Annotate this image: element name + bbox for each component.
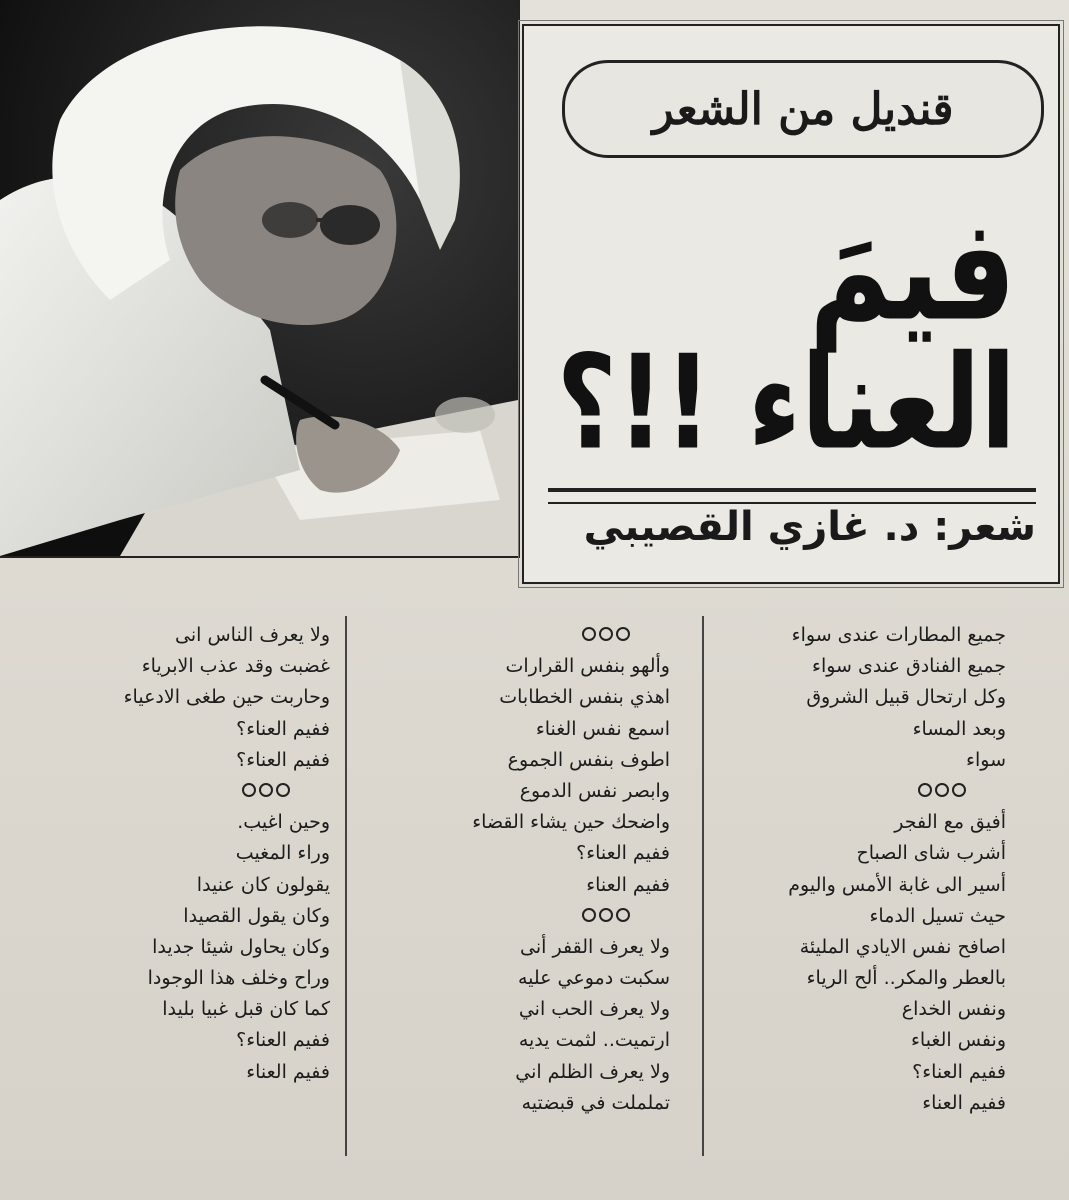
poem-line: ففيم العناء؟ [912,1060,1006,1083]
poem-line: جميع المطارات عندى سواء [791,624,1006,646]
poem-line: وحاربت حين طغى الادعياء [123,686,330,709]
poet-photo-illustration [0,0,518,556]
poem-column-1 [716,620,1006,1119]
poem-line: وألهو بنفس القرارات [505,655,670,678]
column-divider [702,616,704,1156]
stanza-separator [30,776,330,807]
poem-line: اهذي بنفس الخطابات [499,686,670,709]
poem-line: حيث تسيل الدماء [869,904,1006,927]
poem-line: ففيم العناء؟ [236,1029,330,1052]
poem-line: ونفس الخداع [901,998,1006,1021]
poem-line: واضحك حين يشاء القضاء [472,811,670,834]
poem-line: ففيم العناء [586,873,670,896]
poem-column-2 [390,620,670,1119]
poem-line: ولا يعرف الظلم اني [515,1060,670,1083]
poem-line: اطوف بنفس الجموع [507,748,670,771]
headline-line-2: العناء !!؟ [556,326,1016,479]
headline-line-1: فيمَ [809,189,1016,353]
poem-line: اسمع نفس الغناء [535,717,670,740]
poem-line: ففيم العناء [922,1091,1006,1114]
stanza-separator [716,776,1006,807]
poem-line: وكان يقول القصيدا [183,904,330,927]
poem-line: أفيق مع الفجر [894,811,1006,834]
poem-line: تململت في قبضتيه [521,1091,670,1114]
poem-line: ولا يعرف الحب اني [518,998,670,1021]
poem-line: وكل ارتحال قبيل الشروق [806,686,1006,709]
poem-line: ولا يعرف الناس انى [175,624,330,646]
poem-line: سكبت دموعي عليه [517,967,670,990]
poem-line: ففيم العناء؟ [236,717,330,740]
poem-line: ففيم العناء [246,1060,330,1083]
poem-line: وكان يحاول شيئا جديدا [152,935,330,958]
poem-line: وراح وخلف هذا الوجودا [147,967,330,990]
poem-line: يقولون كان عنيدا [196,873,330,896]
column-divider [345,616,347,1156]
series-title: قنديل من الشعر [652,83,954,135]
series-title-banner [562,60,1044,158]
poem-line: أشرب شاى الصباح [856,842,1006,865]
poem-line: ففيم العناء؟ [236,748,330,771]
poem-line: اصافح نفس الايادي المليئة [799,935,1006,958]
poem-line: وابصر نفس الدموع [519,779,670,802]
byline-rule [548,488,1036,504]
poem-line: سواء [966,748,1006,771]
poem-line: وراء المغيب [235,842,330,865]
poem-line: بالعطر والمكر.. ألح الرياء [806,967,1006,990]
poem-line: وحين اغيب. [237,811,330,834]
byline: شعر: د. غازي القصيبي [583,504,1036,550]
poem-line: أسير الى غابة الأمس واليوم [788,873,1006,896]
poem-line: ولا يعرف القفر أنى [520,935,670,958]
poem-line: غضبت وقد عذب الابرياء [141,655,330,678]
poem-line: وبعد المساء [912,717,1006,740]
poem-line: كما كان قبل غبيا بليدا [162,998,330,1021]
poem-line: جميع الفنادق عندى سواء [812,655,1006,678]
stanza-separator [390,901,670,932]
poem-line: ففيم العناء؟ [576,842,670,865]
poem-line: ارتميت.. لثمت يديه [518,1029,670,1052]
poet-photo [0,0,520,558]
stanza-separator [390,620,670,651]
poem-line: ونفس الغباء [910,1029,1006,1052]
poem-column-3 [30,620,330,1088]
